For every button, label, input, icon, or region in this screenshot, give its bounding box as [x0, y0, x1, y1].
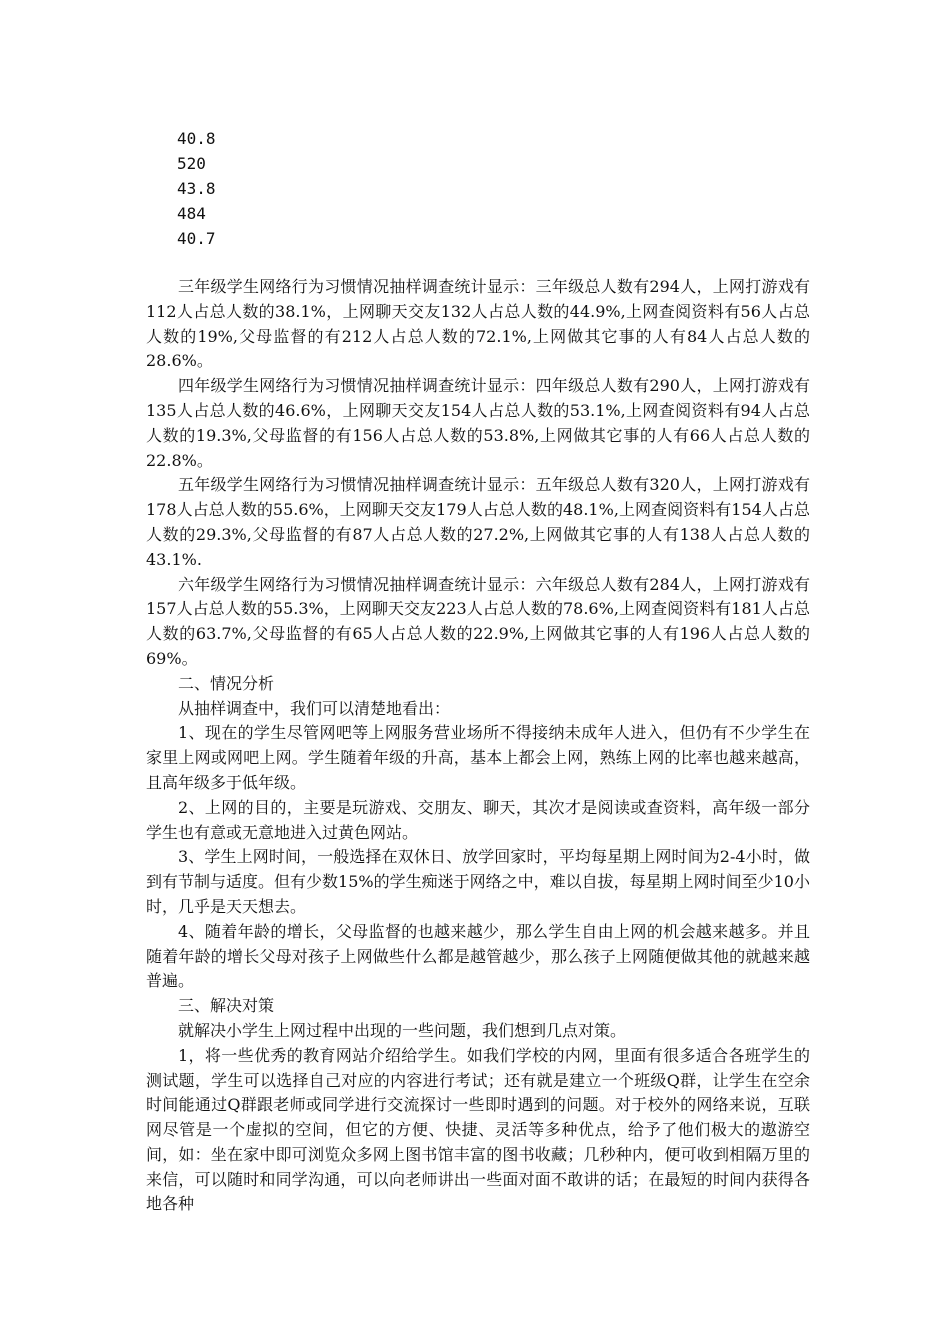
paragraph-grade-3: 三年级学生网络行为习惯情况抽样调查统计显示：三年级总人数有294人，上网打游戏有112人占总人数的38.1%，上网聊天交友132人占总人数的44.9%,上网查阅资料有56人占总人数的19%,父母监督的有212人占总人数的72.1%,上网做其它事的人有84人占总人数的28.6%。: [146, 277, 810, 371]
paragraph-solution-1: 1，将一些优秀的教育网站介绍给学生。如我们学校的内网，里面有很多适合各班学生的测试题，学生可以选择自己对应的内容进行考试；还有就是建立一个班级Q群，让学生在空余时间能通过Q群跟老师或同学进行交流探讨一些即时遇到的问题。对于校外的网络来说，互联网尽管是一个虚拟的空间，但它的方便、快捷、灵活等多种优点，给予了他们极大的遨游空间，如：坐在家中即可浏览众多网上图书馆丰富的图书收藏；几秒种内，便可收到相隔万里的来信，可以随时和同学沟通，可以向老师讲出一些面对面不敢讲的话；在最短的时间内获得各地各种: [146, 1045, 810, 1214]
number-item: 484: [177, 204, 206, 223]
paragraph-grade-6: 六年级学生网络行为习惯情况抽样调查统计显示：六年级总人数有284人，上网打游戏有157人占总人数的55.3%，上网聊天交友223人占总人数的78.6%,上网查阅资料有181人占总人数的63.7%,父母监督的有65人占总人数的22.9%,上网做其它事的人有196人占总人数的69%。: [146, 574, 810, 668]
paragraph-analysis-3: 3、学生上网时间，一般选择在双休日、放学回家时，平均每星期上网时间为2-4小时，做到有节制与适度。但有少数15%的学生痴迷于网络之中，难以自拔，每星期上网时间至少10小时，几乎是天天想去。: [146, 847, 810, 916]
paragraph-solutions-intro: 就解决小学生上网过程中出现的一些问题，我们想到几点对策。: [178, 1020, 627, 1040]
paragraph-grade-4: 四年级学生网络行为习惯情况抽样调查统计显示：四年级总人数有290人，上网打游戏有135人占总人数的46.6%，上网聊天交友154人占总人数的53.1%,上网查阅资料有94人占总人数的19.3%,父母监督的有156人占总人数的53.8%,上网做其它事的人有66人占总人数的22.8%。: [146, 376, 810, 470]
paragraph-analysis-1: 1、现在的学生尽管网吧等上网服务营业场所不得接纳未成年人进入，但仍有不少学生在家里上网或网吧上网。学生随着年级的升高，基本上都会上网，熟练上网的比率也越来越高，且高年级多于低年级。: [146, 723, 810, 792]
paragraph-analysis-4: 4、随着年龄的增长，父母监督的也越来越少，那么学生自由上网的机会越来越多。并且随着年龄的增长父母对孩子上网做些什么都是越管越少，那么孩子上网随便做其他的就越来越普遍。: [146, 921, 810, 991]
paragraph-grade-5: 五年级学生网络行为习惯情况抽样调查统计显示：五年级总人数有320人，上网打游戏有178人占总人数的55.6%，上网聊天交友179人占总人数的48.1%,上网查阅资料有154人占总人数的29.3%,父母监督的有87人占总人数的27.2%,上网做其它事的人有138人占总人数的43.1%.: [146, 475, 810, 569]
section-heading-analysis: 二、情况分析: [178, 673, 275, 693]
number-item: 40.7: [177, 229, 216, 248]
document-body: [146, 275, 810, 1217]
paragraph-analysis-2: 2、上网的目的，主要是玩游戏、交朋友、聊天，其次才是阅读或查资料，高年级一部分学生也有意或无意地进入过黄色网站。: [146, 797, 810, 842]
number-item: 520: [177, 154, 206, 173]
number-item: 43.8: [177, 179, 216, 198]
section-heading-solutions: 三、解决对策: [178, 996, 275, 1016]
number-list: [177, 126, 216, 251]
number-item: 40.8: [177, 129, 216, 148]
paragraph-analysis-intro: 从抽样调查中，我们可以清楚地看出：: [178, 698, 451, 718]
